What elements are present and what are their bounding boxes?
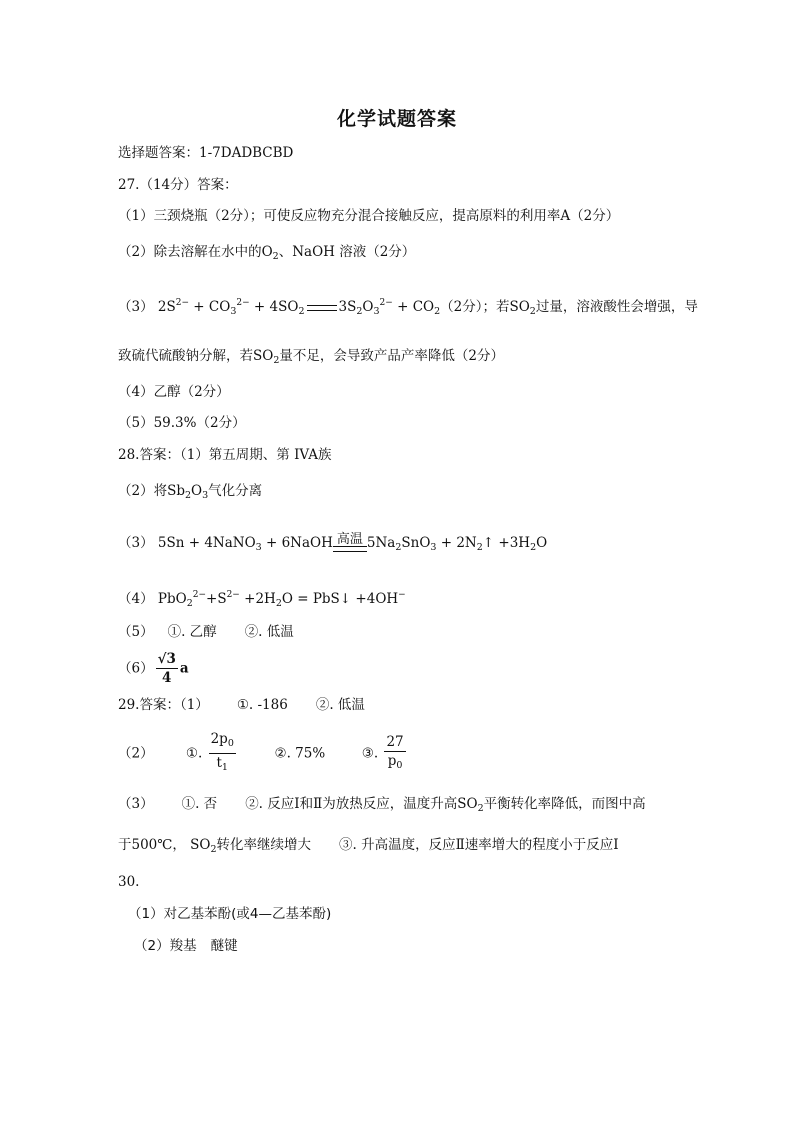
q28-part6: （6） $\frac{√3}{4}$ a (118, 651, 189, 686)
q27-equation: $2S^{2-} + CO_3^{2-} + 4SO_2$ $3S_2O_3^{2-} + CO_2$ (157, 298, 441, 317)
q27-heading: 27.（14分）答案： (118, 177, 238, 193)
q27-part3: （3） $2S^{2-} + CO_3^{2-} + 4SO_2$ $3S_2O_3^{2-} + CO_2(2$分）；若$SO_2$过量，溶液酸性会增强，导 (118, 298, 698, 317)
fraction-27-over-p0: $\frac{27}{p_0}$ (386, 733, 404, 771)
q28-part4: （4） $PbO_2^{2-}+S^{2-} +2H_2O$ = PbS↓ +4OH− (118, 590, 406, 609)
q27-part2: （2）除去溶解在水中的$O_2$、NaOH 溶液（2分） (118, 244, 416, 262)
q27-part5: （5）59.3%（2分） (118, 415, 246, 431)
q27-part4: （4）乙醇（2分） (118, 384, 230, 400)
q30-part1: （1）对乙基苯酚(或4—乙基苯酚) (128, 906, 332, 922)
q30-heading: 30. (118, 874, 140, 890)
q28-part3: （3） 5Sn + 4NaNO$_3$ + 6NaOH 高温 $5Na_2SnO_3$ + $2N_2↑ +3H_2O$ (118, 533, 547, 558)
reaction-condition: 高温 (333, 546, 367, 558)
q30-part2: （2）羧基 醚键 (134, 938, 238, 954)
q28-part2: （2）将$Sb_2O_3$气化分离 (118, 483, 263, 501)
fraction-root3-over-4: $\frac{√3}{4}$ (157, 651, 176, 686)
q29-part3-cont: 于500℃， $SO_2$转化率继续增大 ③. 升高温度，反应Ⅱ速率增大的程度小于反应Ⅰ (118, 837, 619, 855)
fraction-2p0-over-t1: $\frac{2p_0}{t_1}$ (210, 731, 234, 773)
equals-bar (307, 305, 337, 311)
q29-part3: （3） ①. 否 ②. 反应Ⅰ和Ⅱ为放热反应，温度升高$SO_2$平衡转化率降低，而图中高 (118, 796, 646, 814)
mc-answers: 选择题答案：1-7DADBCBD (118, 145, 294, 161)
q28-part5: （5） ①. 乙醇 ②. 低温 (118, 624, 294, 640)
page-title: 化学试题答案 (336, 108, 457, 130)
q27-part3-cont: 致硫代硫酸钠分解，若$SO_2$量不足，会导致产品产率降低（2分） (118, 348, 504, 366)
q29-heading: 29.答案：（1） ①. -186 ②. 低温 (118, 697, 365, 713)
q29-part2: （2） ①. $\frac{2p_0}{t_1}$ ②. 75% ③. $\frac{27}{p_0}$ (118, 730, 408, 777)
q28-heading: 28.答案：（1）第五周期、第 IVA族 (118, 447, 332, 463)
q27-part1: （1）三颈烧瓶（2分）；可使反应物充分混合接触反应，提高原料的利用率A（2分） (118, 208, 620, 224)
